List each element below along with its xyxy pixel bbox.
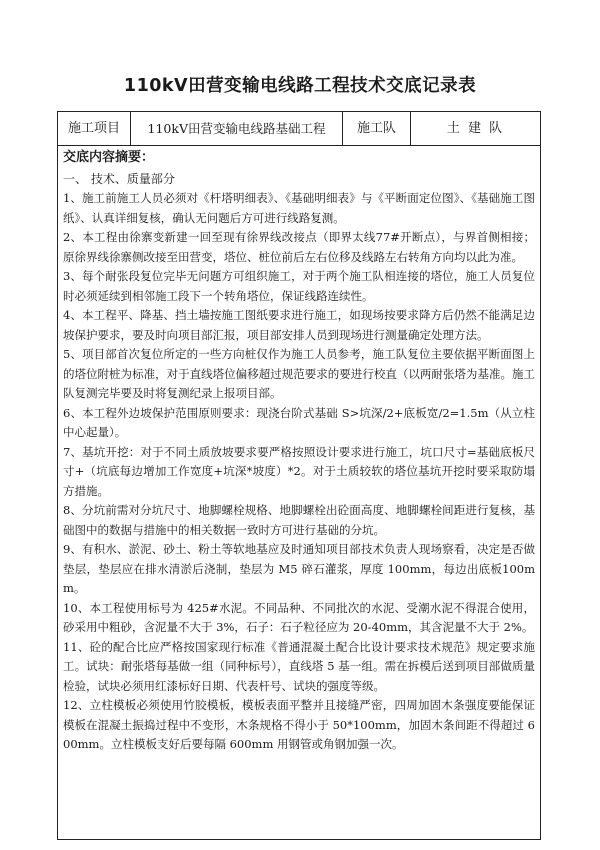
section-heading: 一、 技术、质量部分 [63,172,175,186]
list-item: 10、本工程使用标号为 425#水泥。不同品种、不同批次的水泥、受潮水泥不得混合使用，砂采用中粗砂，含泥量不大于 3%，石子：石子粒径应为 20-40mm，其含泥量不大于 2%。 [63,600,535,634]
project-info-row [58,112,540,146]
summary-heading: 交底内容摘要： [63,150,155,165]
list-item: 3、每个耐张段复位完毕无问题方可组织施工，对于两个施工队相连接的塔位，施工人员复位时必须延续到相邻施工段下一个转角塔位，保证线路连续性。 [63,269,535,303]
page-title: 110kV田营变输电线路工程技术交底记录表 [123,76,477,96]
list-item: 5、项目部首次复位所定的一些方向桩仅作为施工人员参考，施工队复位主要依据平断面图上的塔位附桩为标准，对于直线塔位偏移超过规范要求的要进行校直（以两耐张塔为基准。施工队复测完毕要及时将复测纪录上报项目部。 [63,347,535,400]
list-item: 11、砼的配合比应严格按国家现行标准《普通混凝土配合比设计要求技术规范》规定要求施工。试块：耐张塔每基做一组（同种标号），直线塔 5 基一组。需在拆模后送到项目部做质量检验，试块必须用红漆标好日期、代表杆号、试块的强度等级。 [63,639,535,693]
list-item: 8、分坑前需对分坑尺寸、地脚螺栓规格、地脚螺栓出砼面高度、地脚螺栓间距进行复核，基础图中的数据与措施中的相关数据一致时方可进行基础的分坑。 [63,503,535,537]
team-label: 施工队 [343,112,411,145]
list-item: 9、有积水、淤泥、砂土、粉土等软地基应及时通知项目部技术负责人现场察看，决定是否做垫层，垫层应在排水清淤后浇制，垫层为 M5 碎石灌浆，厚度 100mm，每边出底板100mm。 [63,542,535,595]
list-item: 4、本工程平、降基、挡土墙按施工图纸要求进行施工，如现场按要求降方后仍然不能满足边坡保护要求，要及时向项目部汇报，项目部安排人员到现场进行测量确定处理方法。 [63,308,535,342]
list-item: 6、本工程外边坡保护范围原则要求：现浇台阶式基础 S>坑深/2+底板宽/2=1.5m（从立柱中心起量）。 [63,405,535,439]
list-item: 1、施工前施工人员必须对《杆塔明细表》、《基础明细表》与《平断面定位图》、《基础施工图纸》、认真详细复核，确认无问题后方可进行线路复测。 [63,191,535,225]
list-item: 12、立柱模板必须使用竹胶模板，模板表面平整并且接缝严密，四周加固木条强度要能保证模板在混凝土振捣过程中不变形，木条规格不得小于 50*100mm，加固木条间距不得超过 600mm。立柱模板支好后要每隔 600mm 用钢管或角钢加强一次。 [63,698,535,751]
team-value: 土 建 队 [446,121,505,136]
disclosure-content [63,148,535,755]
record-table [57,111,541,840]
list-item: 7、基坑开挖：对于不同土质放坡要求要严格按照设计要求进行施工，坑口尺寸=基础底板尺寸+（坑底每边增加工作宽度+坑深*坡度）*2。对于土质较软的塔位基坑开挖时要采取防塌方措施。 [63,444,535,498]
list-item: 2、本工程由徐寨变新建一回至现有徐界线改接点（即界太线77#开断点），与界首侧相接；原徐界线徐寨侧改接至田营变，塔位、桩位前后左右位移及线路左右转角方向均以此为准。 [63,230,535,264]
project-label: 施工项目 [58,112,131,145]
project-value: 110kV田营变输电线路基础工程 [131,112,343,145]
